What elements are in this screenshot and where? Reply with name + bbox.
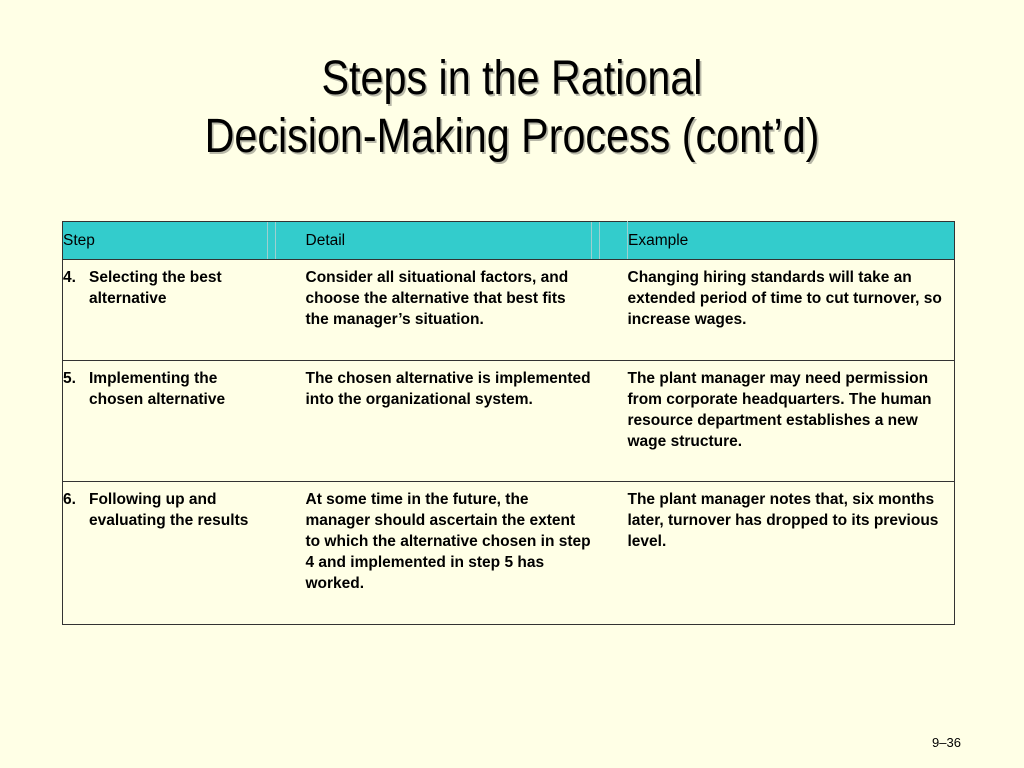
column-header-detail: Detail [306, 222, 592, 260]
page-number: 9–36 [932, 735, 961, 750]
table-row [63, 361, 955, 482]
detail-cell: The chosen alternative is implemented into the organizational system. [305, 370, 591, 408]
detail-cell: Consider all situational factors, and choose the alternative that best fits the manager’s situation. [305, 269, 569, 328]
slide-title-line-1: Steps in the Rational [321, 52, 703, 105]
table-row [63, 482, 955, 625]
column-divider [268, 222, 276, 260]
step-number: 4. [63, 269, 76, 286]
step-name: Selecting the best alternative [89, 269, 222, 307]
step-number: 6. [63, 491, 76, 508]
column-divider [276, 222, 306, 260]
slide-title-line-2: Decision-Making Process (cont’d) [204, 110, 820, 163]
detail-cell: At some time in the future, the manager should ascertain the extent to which the alternative chosen in step 4 and implemented in step 5 has worked. [305, 491, 591, 592]
step-cell [63, 361, 268, 482]
step-cell [63, 482, 268, 625]
decision-steps-table [62, 221, 955, 625]
example-cell: Changing hiring standards will take an extended period of time to cut turnover, so increase wages. [628, 260, 955, 361]
slide-title [72, 50, 953, 166]
column-header-step: Step [63, 222, 268, 260]
step-number: 5. [63, 370, 76, 387]
table-row [63, 260, 955, 361]
example-cell: The plant manager notes that, six months later, turnover has dropped to its previous level. [628, 482, 955, 625]
step-cell [63, 260, 268, 361]
table-header-row [63, 222, 955, 260]
column-divider [600, 222, 628, 260]
step-name: Following up and evaluating the results [89, 491, 249, 529]
column-header-example: Example [628, 222, 955, 260]
example-cell: The plant manager may need permission from corporate headquarters. The human resource department establishes a new wage structure. [628, 361, 955, 482]
column-divider [592, 222, 600, 260]
step-name: Implementing the chosen alternative [89, 370, 226, 408]
